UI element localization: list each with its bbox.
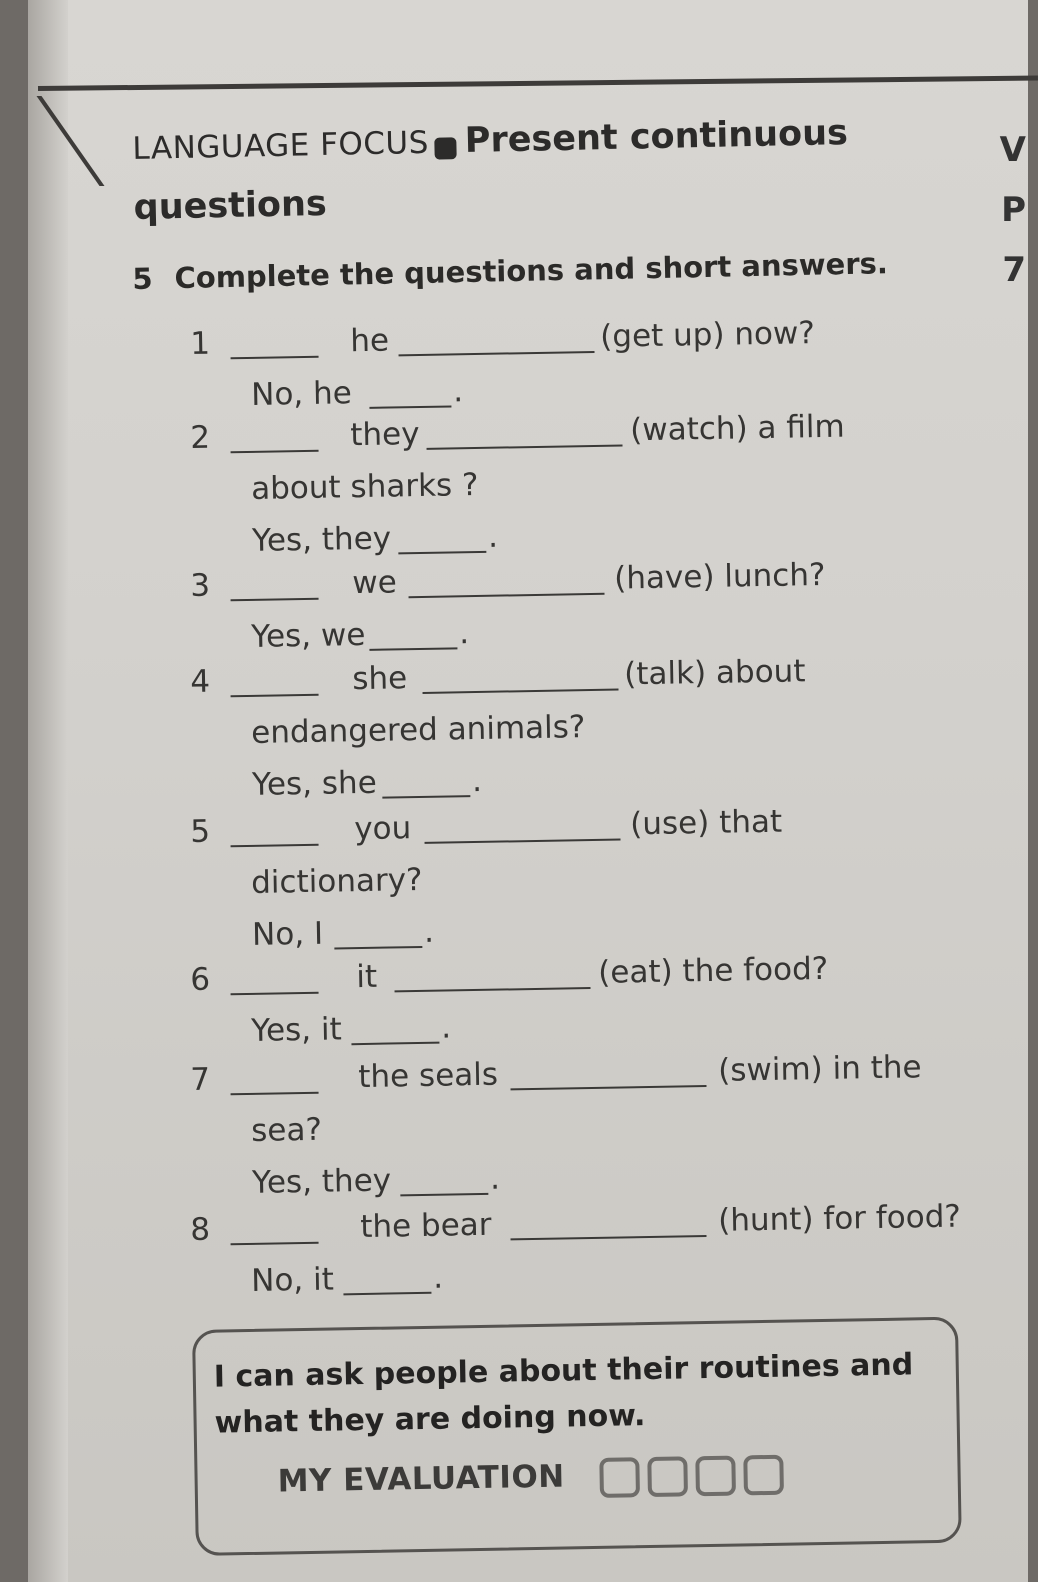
answer-blank[interactable] <box>382 795 470 799</box>
item-answer-start: Yes, it <box>250 1011 343 1049</box>
item-subject: they <box>349 415 420 454</box>
exercise-item <box>190 1049 952 1206</box>
answer-blank[interactable] <box>231 598 319 602</box>
item-subject: you <box>353 810 412 848</box>
item-continuation: about sharks ? <box>250 466 479 507</box>
period: . <box>423 913 435 950</box>
period: . <box>440 1009 452 1046</box>
edge-glyph: 7 <box>1002 250 1026 290</box>
item-subject: she <box>351 660 408 698</box>
item-subject: it <box>355 958 378 996</box>
item-subject: we <box>351 564 398 602</box>
item-answer-start: Yes, we <box>250 616 366 655</box>
page-title: Present continuous <box>464 113 849 162</box>
item-verb-prompt: (watch) a film <box>629 408 845 449</box>
period: . <box>489 1160 501 1197</box>
edge-glyph: V <box>999 130 1026 170</box>
answer-blank[interactable] <box>399 351 595 356</box>
item-verb-prompt: (swim) in the <box>717 1049 922 1089</box>
item-number: 6 <box>190 961 211 998</box>
answer-blank[interactable] <box>423 689 619 694</box>
item-continuation: sea? <box>250 1111 323 1149</box>
exercise-item <box>190 555 951 660</box>
answer-blank[interactable] <box>231 1242 319 1246</box>
item-continuation: dictionary? <box>250 861 423 901</box>
evaluation-checkbox[interactable] <box>743 1455 784 1496</box>
section-header <box>132 112 894 228</box>
item-number: 2 <box>190 419 211 456</box>
answer-blank[interactable] <box>511 1235 707 1240</box>
item-verb-prompt: (talk) about <box>623 653 806 693</box>
answer-blank[interactable] <box>369 647 457 651</box>
answer-blank[interactable] <box>395 987 591 992</box>
period: . <box>452 373 464 410</box>
exercise-item <box>190 949 951 1054</box>
item-answer-start: Yes, they <box>251 1162 392 1201</box>
item-answer-start: Yes, she <box>251 764 378 803</box>
evaluation-checkbox[interactable] <box>695 1456 736 1497</box>
item-number: 3 <box>190 567 211 604</box>
answer-blank[interactable] <box>427 444 623 449</box>
item-number: 5 <box>190 813 211 850</box>
page-binding-shadow <box>28 0 68 1582</box>
exercise-item <box>190 1198 962 1304</box>
item-number: 4 <box>190 663 211 700</box>
period: . <box>487 518 499 555</box>
answer-blank[interactable] <box>400 1193 488 1197</box>
exercise-number: 5 <box>132 261 153 296</box>
item-answer-start: No, he <box>250 375 353 413</box>
top-rule <box>38 76 1038 91</box>
item-number: 1 <box>190 325 211 362</box>
answer-blank[interactable] <box>231 356 319 360</box>
period: . <box>432 1259 444 1296</box>
item-answer-start: No, it <box>250 1261 335 1299</box>
answer-blank[interactable] <box>343 1292 431 1296</box>
can-do-statement: I can ask people about their routines and what they are doing now. <box>213 1347 914 1441</box>
answer-blank[interactable] <box>369 405 451 408</box>
answer-blank[interactable] <box>231 844 319 848</box>
item-subject: the seals <box>357 1056 499 1096</box>
answer-blank[interactable] <box>398 551 486 555</box>
item-verb-prompt: (use) that <box>629 803 783 843</box>
item-answer-start: Yes, they <box>251 520 392 559</box>
evaluation-boxes <box>599 1455 792 1502</box>
period: . <box>458 615 470 652</box>
answer-blank[interactable] <box>231 1092 319 1096</box>
period: . <box>471 762 483 800</box>
item-verb-prompt: (eat) the food? <box>597 950 829 991</box>
item-number: 7 <box>190 1061 211 1098</box>
item-verb-prompt: (get up) now? <box>599 315 816 355</box>
edge-glyph: P <box>1001 190 1026 230</box>
self-evaluation-box <box>192 1317 962 1556</box>
item-number: 8 <box>190 1211 211 1248</box>
section-label: LANGUAGE FOCUS <box>132 124 430 167</box>
item-answer-start: No, I <box>251 915 324 953</box>
evaluation-checkbox[interactable] <box>647 1456 688 1497</box>
answer-blank[interactable] <box>231 694 319 698</box>
answer-blank[interactable] <box>231 992 319 996</box>
item-subject: the bear <box>359 1206 492 1246</box>
item-verb-prompt: (hunt) for food? <box>717 1198 962 1239</box>
item-subject: he <box>349 322 390 360</box>
answer-blank[interactable] <box>409 593 605 598</box>
page-title-continued: questions <box>133 183 328 228</box>
exercise-item <box>190 651 952 808</box>
evaluation-label: MY EVALUATION <box>277 1458 566 1500</box>
exercise-item <box>190 313 951 418</box>
evaluation-checkbox[interactable] <box>599 1457 640 1498</box>
answer-blank[interactable] <box>351 1042 439 1046</box>
square-bullet-icon <box>435 137 457 159</box>
item-continuation: endangered animals? <box>250 709 586 751</box>
answer-blank[interactable] <box>425 838 621 843</box>
answer-blank[interactable] <box>511 1085 707 1090</box>
instruction-text: Complete the questions and short answers. <box>174 246 889 296</box>
exercise-item <box>190 801 952 958</box>
exercise-item <box>190 407 952 564</box>
answer-blank[interactable] <box>334 946 422 950</box>
item-verb-prompt: (have) lunch? <box>613 556 826 597</box>
answer-blank[interactable] <box>231 450 319 454</box>
